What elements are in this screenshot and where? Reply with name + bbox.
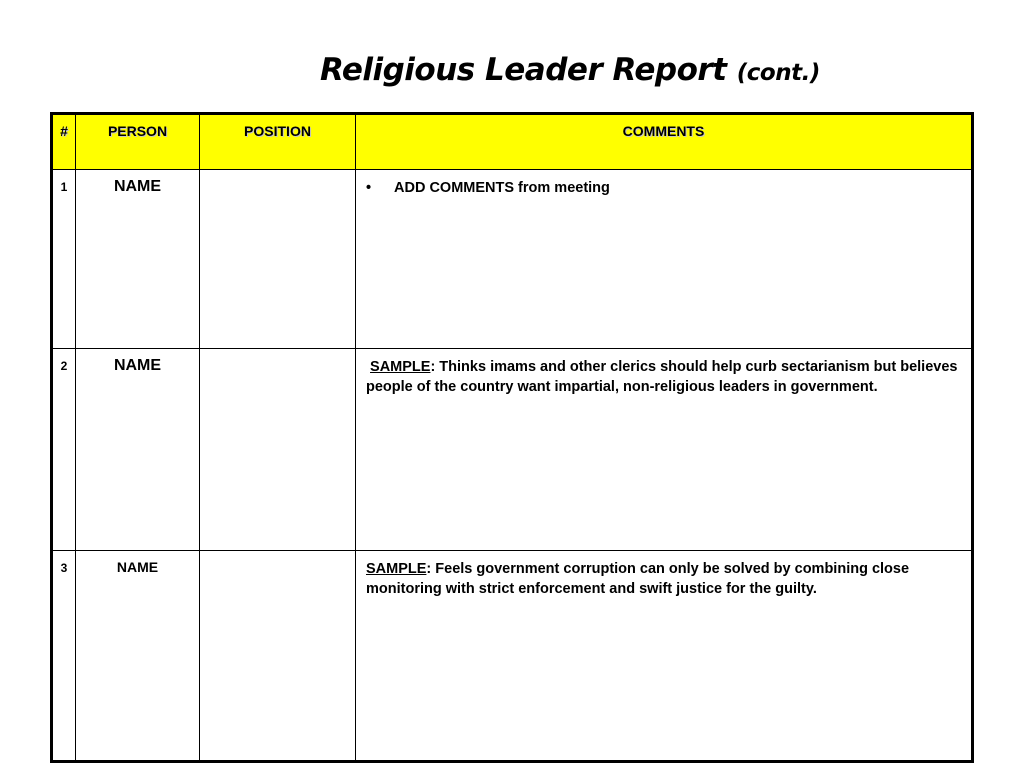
header-row <box>52 114 973 170</box>
header-person: PERSON <box>76 114 200 170</box>
table-row <box>52 349 973 551</box>
page-title <box>320 52 920 88</box>
person-cell: NAME <box>76 551 200 762</box>
bullet-glyph: • <box>366 180 372 196</box>
table-row <box>52 170 973 349</box>
row-number: 1 <box>52 170 76 349</box>
sample-label: SAMPLE <box>366 561 427 577</box>
header-num: # <box>52 114 76 170</box>
position-cell <box>200 349 356 551</box>
comments-cell <box>356 551 973 762</box>
comment-text: : Feels government corruption can only be solved by combining close monitoring with strict enforcement and swift justice for the guilty. <box>366 561 910 597</box>
report-table <box>50 112 974 763</box>
position-cell <box>200 551 356 762</box>
header-comments: COMMENTS <box>356 114 973 170</box>
title-suffix: (cont.) <box>736 60 820 86</box>
title-main: Religious Leader Report <box>320 52 727 88</box>
person-cell: NAME <box>76 349 200 551</box>
row-number: 3 <box>52 551 76 762</box>
comments-cell <box>356 170 973 349</box>
sample-label: SAMPLE <box>370 359 431 375</box>
comment-text: ADD COMMENTS from meeting <box>394 180 610 196</box>
row-number: 2 <box>52 349 76 551</box>
comment-text: : Thinks imams and other clerics should help curb sectarianism but believes people of the country want impartial, non-religious leaders in government. <box>366 359 958 395</box>
table-row <box>52 551 973 762</box>
comments-cell <box>356 349 973 551</box>
position-cell <box>200 170 356 349</box>
person-cell: NAME <box>76 170 200 349</box>
header-position: POSITION <box>200 114 356 170</box>
